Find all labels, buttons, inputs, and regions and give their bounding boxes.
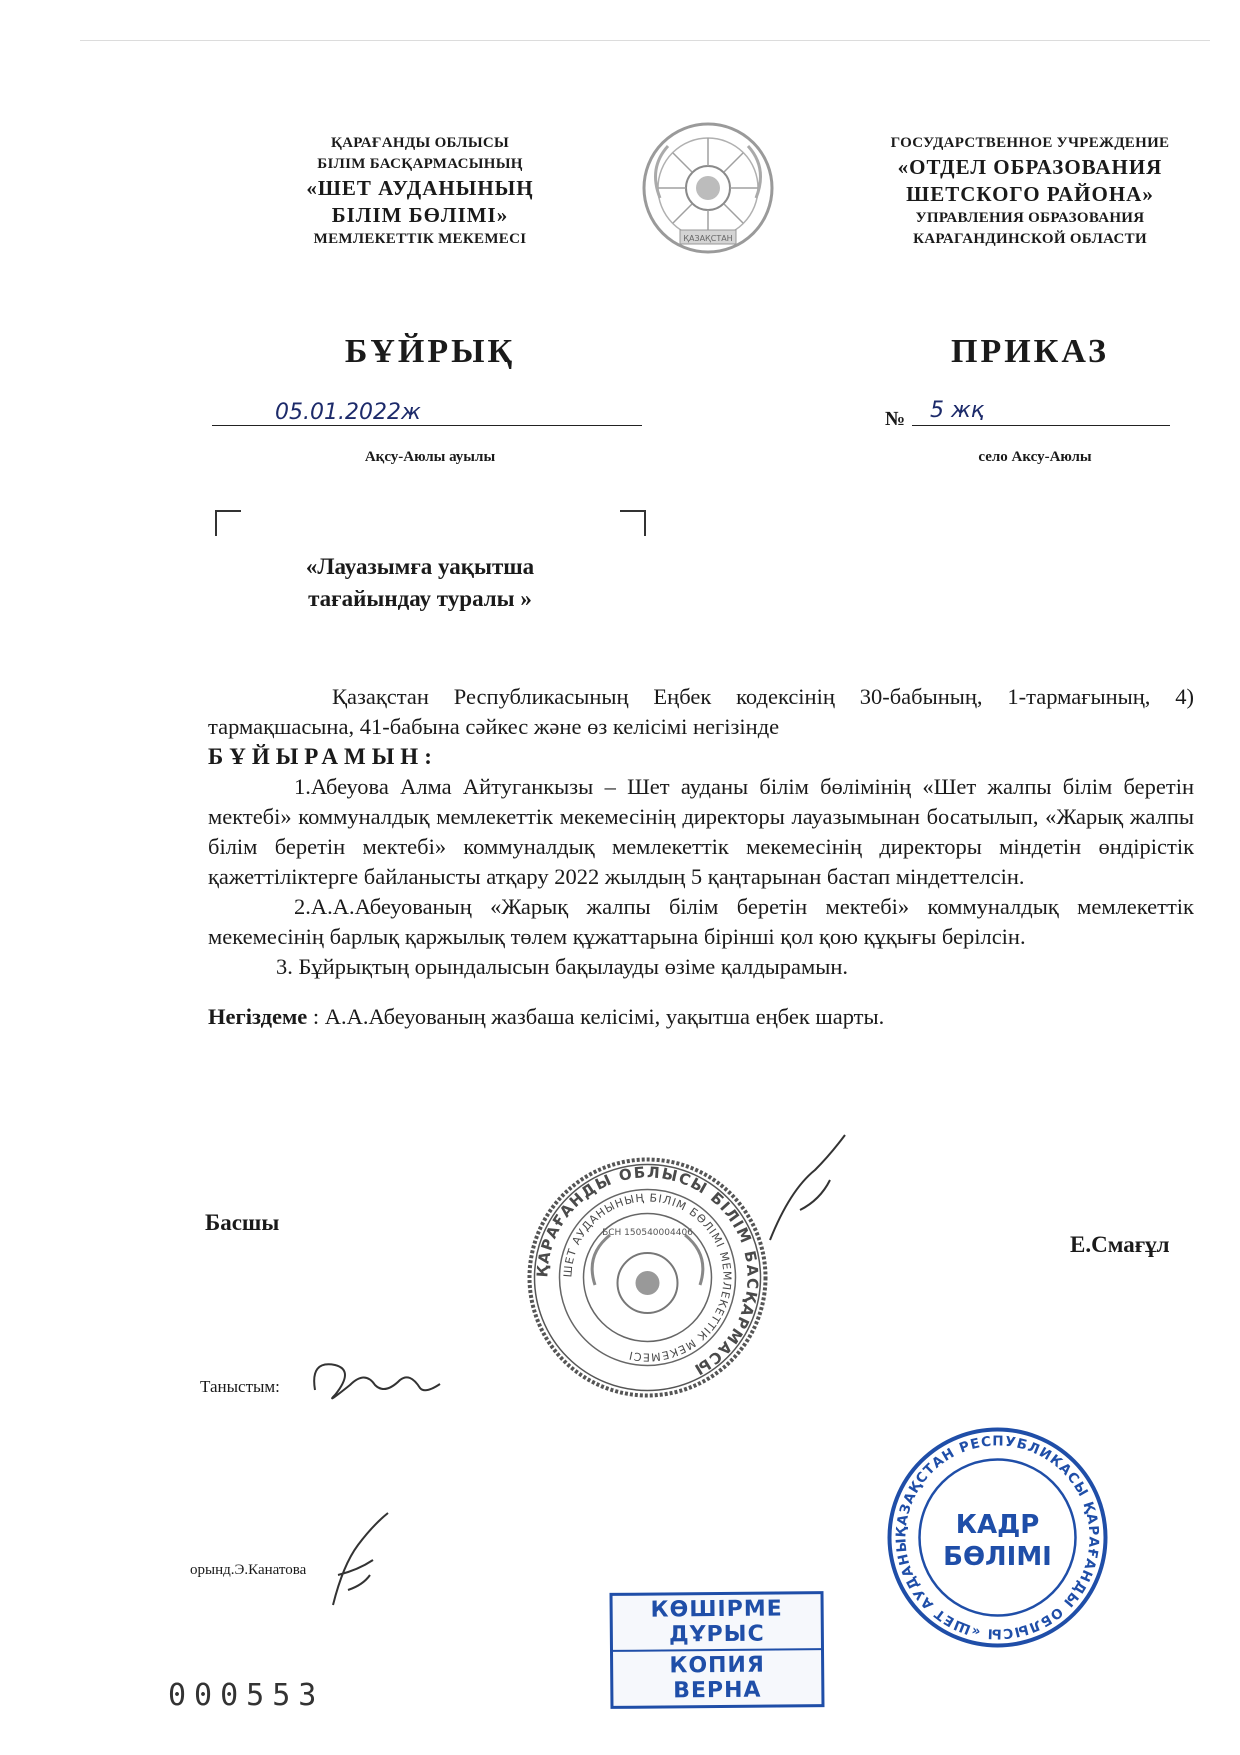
official-seal xyxy=(525,1155,770,1400)
subject xyxy=(240,551,600,615)
date-handwritten: 05.01.2022ж xyxy=(275,400,421,425)
copy-stamp-line2: КОПИЯ ВЕРНА xyxy=(669,1652,765,1704)
header-right-line4: УПРАВЛЕНИЯ ОБРАЗОВАНИЯ xyxy=(915,210,1145,226)
page-edge-line xyxy=(80,40,1210,41)
place-ru: село Аксу-Аюлы xyxy=(978,449,1092,465)
header-right-line1: ГОСУДАРСТВЕННОЕ УЧРЕЖДЕНИЕ xyxy=(890,135,1170,151)
document-body xyxy=(208,682,1194,1032)
preamble: Қазақстан Республикасының Еңбек кодексінің 30-бабының, 1-тармағының, 4) тармақшасына, 41-бабына сәйкес және өз келісімі негізінде xyxy=(208,684,1194,739)
date-line xyxy=(212,425,642,426)
title-ru: ПРИКАЗ xyxy=(951,333,1109,370)
seal-bin: БСН 150540004406 xyxy=(602,1228,693,1238)
copy-stamp xyxy=(609,1591,824,1709)
number-handwritten: 5 жқ xyxy=(930,398,985,423)
seal-inner-text: ШЕТ АУДАНЫНЫҢ БІЛІМ БӨЛІМІ МЕМЛЕКЕТТІК МЕКЕМЕСІ xyxy=(561,1191,734,1364)
emblem-text: ҚАЗАҚСТАН xyxy=(683,234,733,243)
number-line xyxy=(912,425,1170,426)
acquainted-label: Таныстым: xyxy=(200,1377,280,1396)
order-item-1: 1.Абеуова Алма Айтуганкызы – Шет ауданы білім бөлімінің «Шет жалпы білім беретін мектебі» коммуналдық мемлекеттік мекемесінің директоры лауазымынан босатылып, «Жарық жалпы білім беретін мектебі» коммуналдық мемлекеттік мекемесінің директоры міндетін өндірістік қажеттіліктерге байланысты атқару 2022 жылдың 5 қаңтарынан бастап міндеттелсін. xyxy=(208,774,1194,889)
kadr-ring-text: ҚАЗАҚСТАН РЕСПУБЛИКАСЫ ҚАРАҒАНДЫ ОБЛЫСЫ «ШЕТ АУДАНЫ xyxy=(893,1433,1102,1642)
copy-stamp-line1: КӨШІРМЕ ДҰРЫС xyxy=(613,1594,821,1652)
basis xyxy=(208,1002,1194,1032)
header-left xyxy=(285,133,555,250)
basis-label: Негіздеме xyxy=(208,1004,308,1029)
header-left-line5: МЕМЛЕКЕТТІК МЕКЕМЕСІ xyxy=(313,231,527,247)
subject-line1: «Лауазымға уақытша xyxy=(305,554,535,579)
title-kz: БҰЙРЫҚ xyxy=(344,333,516,370)
header-right-line5: КАРАГАНДИНСКОЙ ОБЛАСТИ xyxy=(913,231,1147,247)
header-right-line2: «ОТДЕЛ ОБРАЗОВАНИЯ xyxy=(897,155,1163,179)
basis-text: : А.А.Абеуованың жазбаша келісімі, уақытша еңбек шарты. xyxy=(307,1004,885,1029)
header-left-line2: БІЛІМ БАСҚАРМАСЫНЫҢ xyxy=(317,156,523,172)
subject-corner-left xyxy=(215,510,241,536)
executor: орынд.Э.Канатова xyxy=(190,1562,307,1578)
kadr-center-line2: БӨЛІМІ xyxy=(943,1542,1052,1572)
serial-number: 000553 xyxy=(168,1678,325,1713)
order-item-2: 2.А.А.Абеуованың «Жарық жалпы білім беретін мектебі» коммуналдық мемлекеттік мекемесінің барлық қаржылық төлем құжаттарына бірінші қол қою құқығы берілсін. xyxy=(208,894,1194,949)
header-left-line4: БІЛІМ БӨЛІМІ» xyxy=(331,203,509,227)
subject-corner-right xyxy=(620,510,646,536)
signature-name: Е.Смағұл xyxy=(1070,1232,1170,1257)
header-left-line3: «ШЕТ АУДАНЫНЫҢ xyxy=(306,176,534,200)
kadr-stamp xyxy=(885,1425,1110,1650)
signature-role: Басшы xyxy=(205,1210,280,1235)
order-item-3: 3. Бұйрықтың орындалысын бақылауды өзіме қалдырамын. xyxy=(276,954,849,979)
kadr-center-line1: КАДР xyxy=(955,1510,1040,1540)
signature-scribble-icon xyxy=(760,1130,860,1250)
number-label: № xyxy=(885,408,906,430)
header-right xyxy=(870,133,1190,250)
subject-line2: тағайындау туралы » xyxy=(308,586,532,611)
header-left-line1: ҚАРАҒАНДЫ ОБЛЫСЫ xyxy=(330,135,510,151)
acquainted-signature-icon xyxy=(305,1350,445,1410)
seal-outer-text: ҚАРАҒАНДЫ ОБЛЫСЫ БІЛІМ БАСҚАРМАСЫ xyxy=(533,1163,762,1380)
order-word: БҰЙЫРАМЫН: xyxy=(208,744,438,769)
executor-signature-icon xyxy=(318,1505,398,1615)
header-right-line3: ШЕТСКОГО РАЙОНА» xyxy=(906,182,1154,206)
state-emblem-icon xyxy=(638,118,778,258)
place-kz: Ақсу-Аюлы ауылы xyxy=(364,449,496,465)
